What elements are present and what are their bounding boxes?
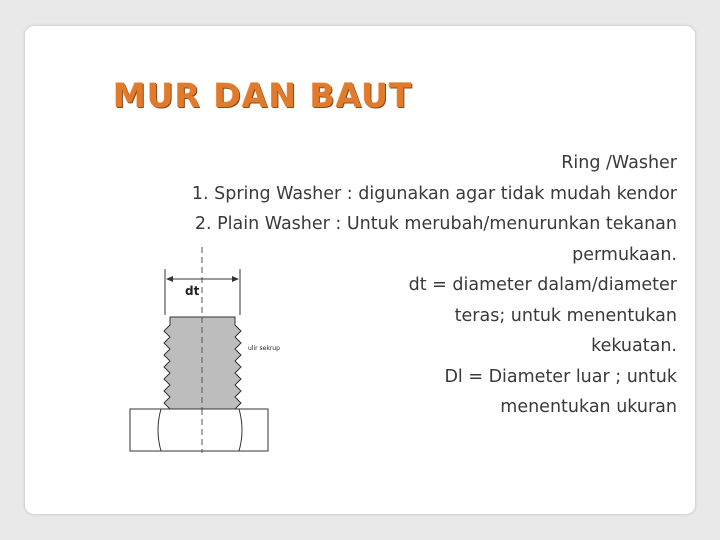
body-line: 2. Plain Washer : Untuk merubah/menurunkan tekanan [194,214,677,234]
arrow-left [166,276,173,282]
dt-label: dt [185,284,200,298]
bolt-head [130,409,268,451]
body-line: menentukan ukuran [500,397,677,417]
body-line: Dl = Diameter luar ; untuk [444,366,677,387]
slide-title: MUR DAN BAUT [113,76,413,115]
body-line: kekuatan. [591,336,677,356]
body-line: teras; untuk menentukan [454,305,677,326]
body-line: 1. Spring Washer : digunakan agar tidak mudah kendor [191,183,677,204]
body-line: Ring /Washer [561,153,677,173]
body-line: permukaan. [572,244,677,265]
body-line: dt = diameter dalam/diameter [408,275,677,295]
thread-label: ulir sekrup [248,345,280,352]
arrow-right [232,276,239,282]
bolt-diagram [125,245,295,461]
